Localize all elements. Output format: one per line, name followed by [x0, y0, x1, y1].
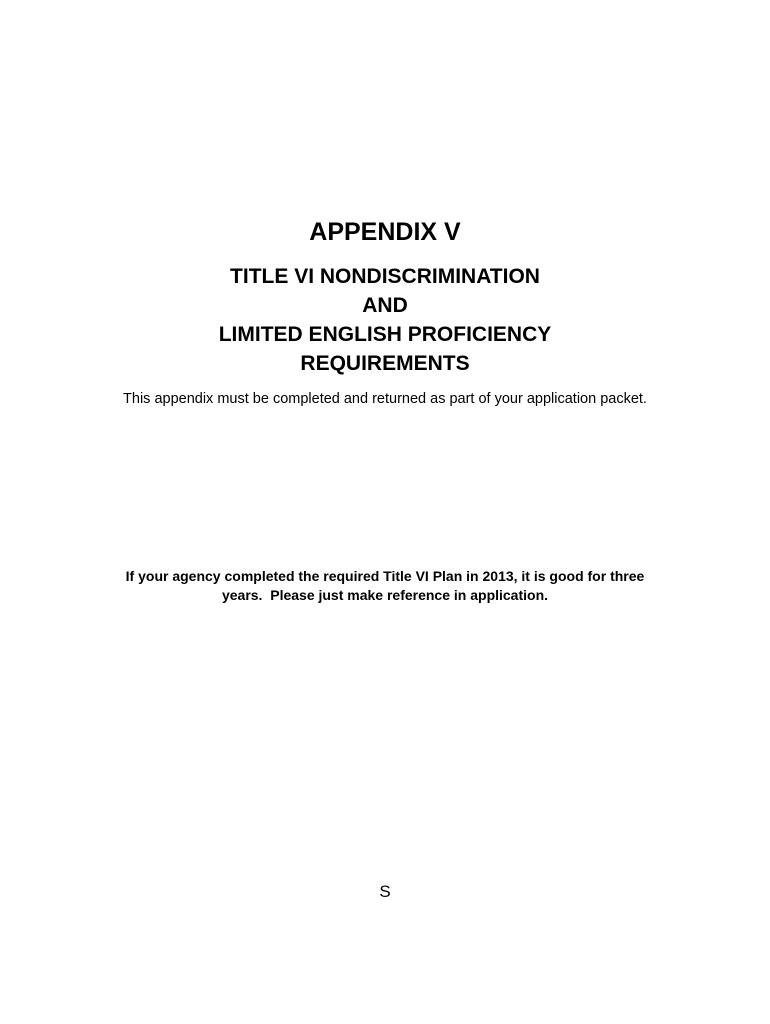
instruction-text: This appendix must be completed and returned as part of your application packet. [123, 391, 647, 407]
appendix-title: APPENDIX V [309, 218, 461, 246]
notice-line: If your agency completed the required Title VI Plan in 2013, it is good for three [125, 568, 645, 584]
subtitle-line: TITLE VI NONDISCRIMINATION [230, 265, 540, 288]
notice-line: years. Please just make reference in application. [221, 587, 549, 603]
subtitle-line: LIMITED ENGLISH PROFICIENCY [218, 323, 552, 346]
subtitle-line: AND [362, 294, 408, 317]
subtitle-line: REQUIREMENTS [300, 352, 470, 375]
notice-text [95, 567, 675, 605]
page-marker: S [379, 882, 391, 901]
subtitle-heading [0, 262, 770, 378]
